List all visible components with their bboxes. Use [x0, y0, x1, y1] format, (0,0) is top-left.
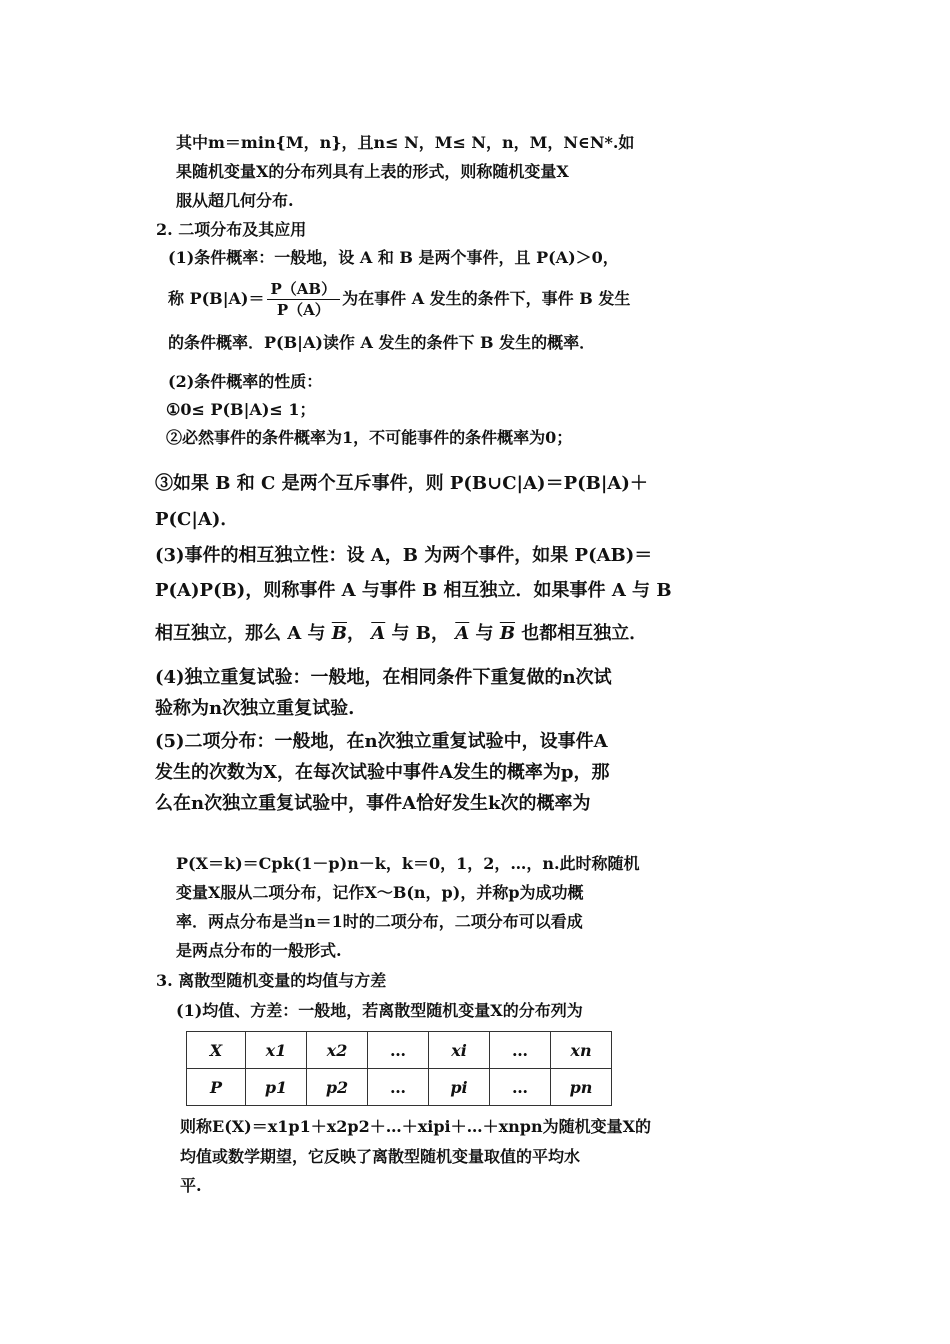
section-2-heading: 2. 二项分布及其应用 [156, 220, 307, 239]
indep-text-i: 也都相互独立． [515, 623, 648, 644]
table-cell: p2 [307, 1069, 368, 1106]
binomial-line-1: (5)二项分布：一般地，在n次独立重复试验中，设事件A [155, 731, 608, 752]
table-cell: x2 [307, 1032, 368, 1069]
table-cell: p1 [246, 1069, 307, 1106]
indep-text-e: 与 B， [385, 623, 449, 644]
table-cell: … [368, 1069, 429, 1106]
table-cell: … [490, 1032, 551, 1069]
binomial-formula-line-2: 变量X服从二项分布，记作X～B(n，p)，并称p为成功概 [176, 883, 584, 902]
indep-text-g: 与 [469, 623, 494, 644]
cond-prob-prop-1: ①0≤ P(B|A)≤ 1； [166, 400, 316, 419]
table-cell: … [490, 1069, 551, 1106]
cond-prob-def-line-2: 的条件概率．P(B|A)读作 A 发生的条件下 B 发生的概率． [168, 333, 596, 352]
cond-prob-intro: (1)条件概率：一般地，设 A 和 B 是两个事件，且 P(A)＞0， [168, 248, 619, 267]
fraction-denominator: P（A） [276, 301, 330, 319]
binomial-line-3: 么在n次独立重复试验中，事件A恰好发生k次的概率为 [155, 793, 591, 814]
cond-prob-prop-3-line-1: ③如果 B 和 C 是两个互斥事件，则 P(B∪C|A)＝P(B|A)＋ [155, 473, 648, 494]
repeated-trials-line-2: 验称为n次独立重复试验. [155, 698, 355, 719]
b-complement-2: $\overline{B}$ [499, 623, 516, 644]
hypergeo-line-2: 果随机变量X的分布列具有上表的形式，则称随机变量X [176, 162, 569, 181]
section-3-heading: 3. 离散型随机变量的均值与方差 [156, 971, 387, 990]
a-complement-2: $\overline{A}$ [455, 623, 470, 644]
table-cell: … [368, 1032, 429, 1069]
mean-definition-line-1: 则称E(X)＝x1p1＋x2p2＋…＋xipi＋…＋xnpn为随机变量X的 [180, 1117, 652, 1136]
table-cell: x1 [246, 1032, 307, 1069]
cond-prob-def-suffix: 为在事件 A 发生的条件下，事件 B 发生 [342, 289, 631, 308]
independence-line-1: (3)事件的相互独立性：设 A，B 为两个事件，如果 P(AB)＝ [155, 545, 653, 566]
mean-definition-line-3: 平. [180, 1176, 202, 1195]
cond-prob-prop-2: ②必然事件的条件概率为1，不可能事件的条件概率为0； [166, 428, 573, 447]
fraction-numerator: P（AB） [267, 279, 341, 300]
mean-variance-intro: (1)均值、方差：一般地，若离散型随机变量X的分布列为 [176, 1001, 583, 1020]
table-cell: pi [429, 1069, 490, 1106]
cond-prob-fraction [267, 279, 341, 320]
mean-definition-line-2: 均值或数学期望，它反映了离散型随机变量取值的平均水 [180, 1147, 581, 1166]
independence-line-2: P(A)P(B)，则称事件 A 与事件 B 相互独立．如果事件 A 与 B [155, 580, 672, 601]
table-row [187, 1032, 612, 1069]
binomial-formula-line-4: 是两点分布的一般形式. [176, 941, 342, 960]
table-cell: xn [551, 1032, 612, 1069]
cond-prob-props-heading: (2)条件概率的性质： [168, 372, 323, 391]
cond-prob-def-prefix: 称 P(B|A)＝ [168, 289, 265, 308]
a-complement: $\overline{A}$ [371, 623, 386, 644]
binomial-formula-line-3: 率．两点分布是当n＝1时的二项分布，二项分布可以看成 [176, 912, 583, 931]
distribution-table [186, 1031, 612, 1106]
binomial-line-2: 发生的次数为X，在每次试验中事件A发生的概率为p，那 [155, 762, 610, 783]
independence-line-3 [155, 620, 647, 648]
table-cell: pn [551, 1069, 612, 1106]
cond-prob-definition [168, 278, 630, 320]
indep-text-c: ， [347, 623, 365, 644]
cond-prob-prop-3-line-2: P(C|A)． [155, 509, 239, 530]
binomial-formula-line-1: P(X＝k)＝Cpk(1－p)n－k，k＝0，1，2，…，n.此时称随机 [176, 854, 640, 873]
table-cell: P [187, 1069, 246, 1106]
indep-text-a: 相互独立，那么 A 与 [155, 623, 326, 644]
repeated-trials-line-1: (4)独立重复试验：一般地，在相同条件下重复做的n次试 [155, 667, 612, 688]
table-cell: X [187, 1032, 246, 1069]
table-cell: xi [429, 1032, 490, 1069]
hypergeo-line-3: 服从超几何分布. [176, 191, 294, 210]
b-complement: $\overline{B}$ [331, 623, 347, 644]
table-row [187, 1069, 612, 1106]
hypergeo-line-1: 其中m＝min{M，n}，且n≤ N，M≤ N，n，M，N∈N*.如 [176, 133, 635, 152]
